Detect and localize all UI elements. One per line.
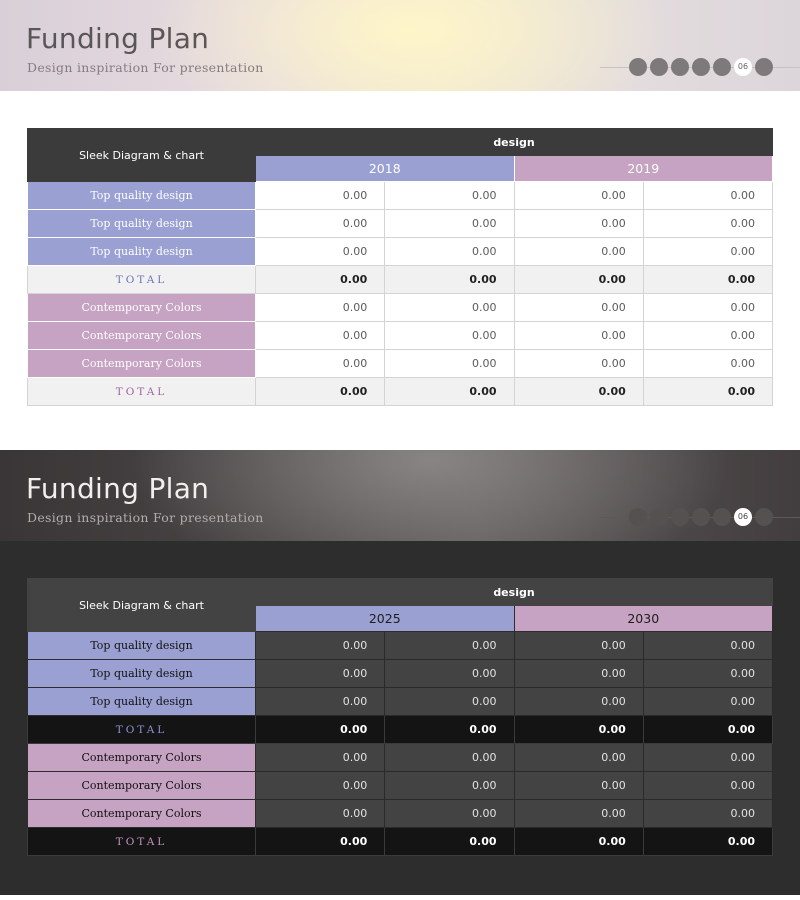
value-cell: 0.00 [514,744,643,772]
value-cell: 0.00 [256,322,385,350]
total-value-cell: 0.00 [514,266,643,294]
total-value-cell: 0.00 [385,828,514,856]
pager [629,508,776,526]
pager-dot[interactable] [629,58,647,76]
table-row [28,688,773,716]
total-row [28,266,773,294]
value-cell: 0.00 [514,350,643,378]
value-cell: 0.00 [385,772,514,800]
value-cell: 0.00 [514,322,643,350]
total-value-cell: 0.00 [643,716,772,744]
value-cell: 0.00 [256,632,385,660]
value-cell: 0.00 [643,744,772,772]
value-cell: 0.00 [514,238,643,266]
value-cell: 0.00 [514,800,643,828]
value-cell: 0.00 [385,238,514,266]
year-header: 2030 [514,606,773,632]
value-cell: 0.00 [256,210,385,238]
pager-dot[interactable] [692,508,710,526]
year-header: 2025 [256,606,515,632]
value-cell: 0.00 [256,182,385,210]
value-cell: 0.00 [643,210,772,238]
total-value-cell: 0.00 [514,828,643,856]
slide-title: Funding Plan [26,22,210,55]
total-value-cell: 0.00 [514,716,643,744]
table-row [28,182,773,210]
table-row [28,322,773,350]
table-row [28,350,773,378]
value-cell: 0.00 [643,182,772,210]
table-row [28,800,773,828]
row-label: Top quality design [28,660,256,688]
row-label: Contemporary Colors [28,350,256,378]
pager-dot[interactable] [713,508,731,526]
row-label: Contemporary Colors [28,800,256,828]
year-header: 2018 [256,156,515,182]
total-label: TOTAL [28,378,256,406]
value-cell: 0.00 [643,294,772,322]
total-row [28,378,773,406]
value-cell: 0.00 [385,350,514,378]
pager-dot[interactable] [650,58,668,76]
value-cell: 0.00 [256,660,385,688]
table-row [28,632,773,660]
value-cell: 0.00 [514,688,643,716]
pager-dot[interactable] [650,508,668,526]
value-cell: 0.00 [385,660,514,688]
value-cell: 0.00 [256,294,385,322]
header-row [28,579,773,606]
total-value-cell: 0.00 [256,378,385,406]
value-cell: 0.00 [514,210,643,238]
row-label: Top quality design [28,238,256,266]
slide-subtitle: Design inspiration For presentation [27,510,264,525]
total-row [28,716,773,744]
total-value-cell: 0.00 [643,378,772,406]
value-cell: 0.00 [256,350,385,378]
value-cell: 0.00 [385,632,514,660]
value-cell: 0.00 [643,350,772,378]
table-row [28,294,773,322]
value-cell: 0.00 [256,688,385,716]
value-cell: 0.00 [385,744,514,772]
table-row [28,660,773,688]
row-label: Contemporary Colors [28,744,256,772]
pager-dot[interactable] [755,508,773,526]
funding-table [27,128,773,406]
total-value-cell: 0.00 [256,266,385,294]
header-row [28,129,773,156]
value-cell: 0.00 [643,772,772,800]
value-cell: 0.00 [643,322,772,350]
table-row [28,772,773,800]
total-value-cell: 0.00 [256,828,385,856]
total-label: TOTAL [28,828,256,856]
pager-dot[interactable] [713,58,731,76]
slide-subtitle: Design inspiration For presentation [27,60,264,75]
group-header: design [256,579,773,606]
value-cell: 0.00 [385,210,514,238]
total-value-cell: 0.00 [514,378,643,406]
pager-dot[interactable] [692,58,710,76]
pager-dot[interactable] [671,508,689,526]
total-value-cell: 0.00 [643,828,772,856]
table-corner-label: Sleek Diagram & chart [28,129,256,182]
year-header: 2019 [514,156,773,182]
total-label: TOTAL [28,266,256,294]
slide-title: Funding Plan [26,472,210,505]
slide-header [0,450,800,541]
table-corner-label: Sleek Diagram & chart [28,579,256,632]
total-value-cell: 0.00 [385,716,514,744]
value-cell: 0.00 [514,772,643,800]
pager [629,58,776,76]
value-cell: 0.00 [385,294,514,322]
pager-dot[interactable] [755,58,773,76]
slide-header [0,0,800,91]
pager-dot[interactable] [629,508,647,526]
value-cell: 0.00 [514,660,643,688]
total-value-cell: 0.00 [385,378,514,406]
bottom-band [0,895,800,900]
value-cell: 0.00 [514,294,643,322]
funding-table [27,578,773,856]
value-cell: 0.00 [256,772,385,800]
value-cell: 0.00 [643,238,772,266]
value-cell: 0.00 [643,660,772,688]
row-label: Contemporary Colors [28,322,256,350]
pager-dot-active[interactable]: 06 [734,58,752,76]
total-value-cell: 0.00 [256,716,385,744]
value-cell: 0.00 [256,238,385,266]
value-cell: 0.00 [643,632,772,660]
row-label: Top quality design [28,210,256,238]
value-cell: 0.00 [256,744,385,772]
value-cell: 0.00 [385,688,514,716]
pager-dot[interactable] [671,58,689,76]
row-label: Top quality design [28,688,256,716]
value-cell: 0.00 [385,322,514,350]
table-row [28,238,773,266]
slide-dark [0,450,800,900]
total-row [28,828,773,856]
value-cell: 0.00 [385,182,514,210]
row-label: Top quality design [28,632,256,660]
total-value-cell: 0.00 [643,266,772,294]
value-cell: 0.00 [514,182,643,210]
row-label: Contemporary Colors [28,294,256,322]
total-label: TOTAL [28,716,256,744]
value-cell: 0.00 [643,688,772,716]
table-row [28,210,773,238]
row-label: Contemporary Colors [28,772,256,800]
row-label: Top quality design [28,182,256,210]
group-header: design [256,129,773,156]
total-value-cell: 0.00 [385,266,514,294]
pager-dot-active[interactable]: 06 [734,508,752,526]
value-cell: 0.00 [643,800,772,828]
table-row [28,744,773,772]
value-cell: 0.00 [256,800,385,828]
value-cell: 0.00 [385,800,514,828]
value-cell: 0.00 [514,632,643,660]
